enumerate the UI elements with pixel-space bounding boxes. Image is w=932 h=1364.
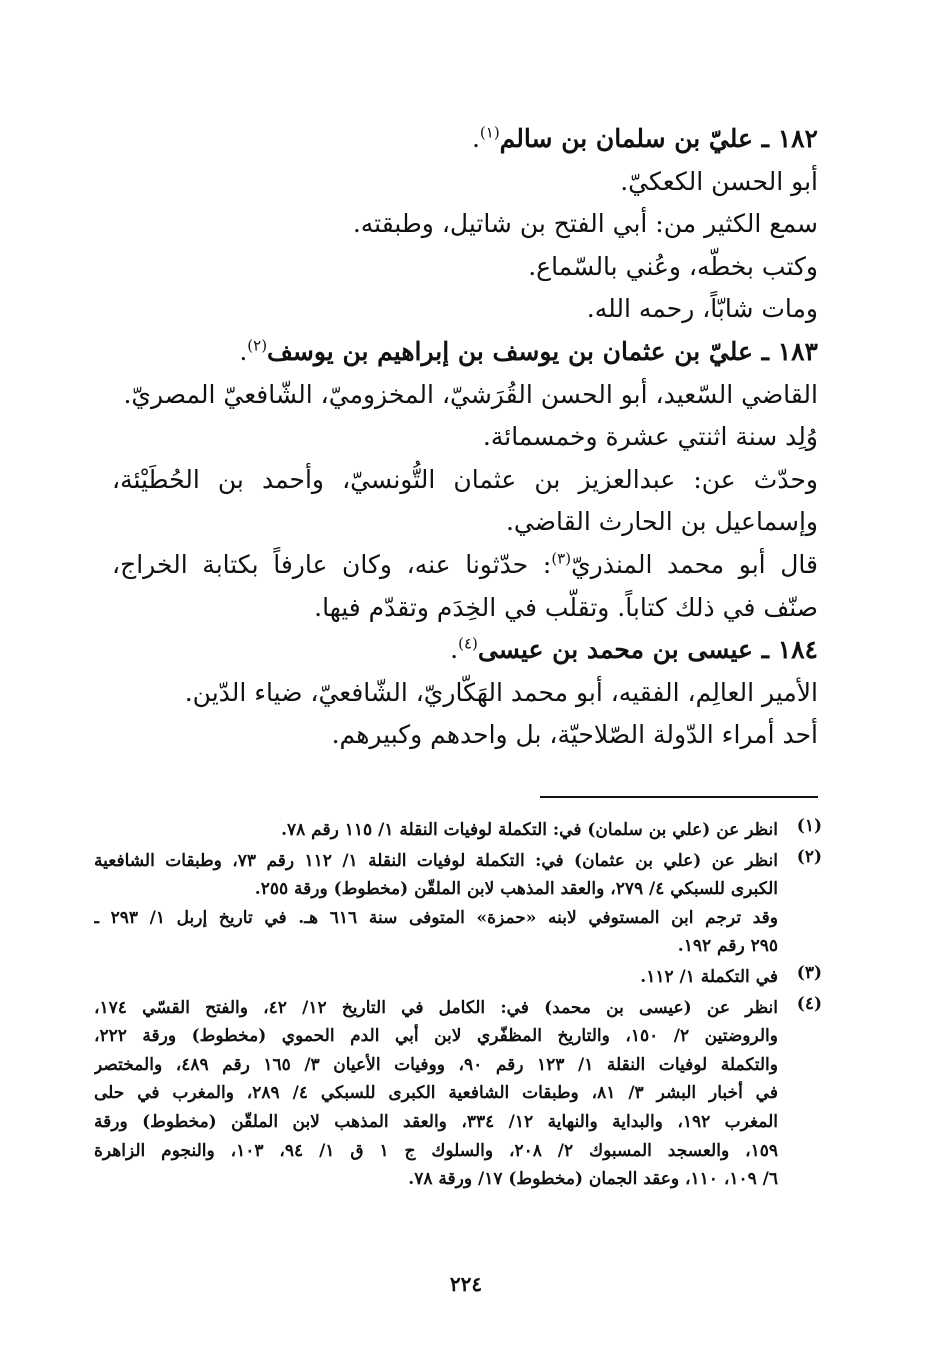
- entry-line: وحدّث عن: عبدالعزيز بن عثمان التُّونسيّ، وأحمد بن الحُطَيْئة،: [112, 464, 818, 494]
- footnote-line: انظر عن (علي بن عثمان) في: التكملة لوفيات النقلة ١/ ١١٢ رقم ٧٣، وطبقات الشافعية: [94, 850, 778, 871]
- entry-heading: ١٨٤ ـ عيسى بن محمد بن عيسى$^{(٤)}$.: [450, 634, 818, 665]
- entry-line: وُلِد سنة اثنتي عشرة وخمسمائة.: [482, 422, 818, 452]
- footnote-line: ٦/ ١٠٩، ١١٠، وعقد الجمان (مخطوط) ١٧/ ورقة ٧٨.: [408, 1169, 778, 1190]
- footnote-ref[interactable]: (٢): [247, 336, 268, 355]
- footnote-line: المغرب ١٩٢، والبداية والنهاية ١٢/ ٣٣٤، والعقد المذهب لابن الملقّن (مخطوط) ورقة: [94, 1111, 778, 1132]
- entry-line: أحد أمراء الدّولة الصّلاحيّة، بل واحدهم وكبيرهم.: [331, 720, 818, 750]
- entry-heading: ١٨٣ ـ عليّ بن عثمان بن يوسف بن إبراهيم بن يوسف$^{(٢)}$.: [239, 336, 818, 366]
- entry-line: ومات شابّاً، رحمه الله.: [586, 294, 818, 324]
- entry-line: وإسماعيل بن الحارث القاضي.: [505, 507, 818, 537]
- footnote-4: [94, 994, 822, 1194]
- quote-line: صنّف في ذلك كتاباً. وتقلّب في الخِدَم وتقدّم فيها.: [314, 592, 818, 622]
- footnote-2: [94, 847, 822, 961]
- footnote-line: انظر عن (علي بن سلمان) في: التكملة لوفيات النقلة ١/ ١١٥ رقم ٧٨.: [281, 820, 778, 840]
- footnote-1: [94, 816, 822, 845]
- entry-line: وكتب بخطّه، وعُني بالسّماع.: [528, 251, 818, 281]
- footnote-3: [94, 963, 822, 992]
- entry-heading: ١٨٢ ـ عليّ بن سلمان بن سالم$^{(١)}$.: [471, 123, 818, 153]
- footnote-number: (٤): [796, 993, 822, 1014]
- footnote-line: ١٥٩، والعسجد المسبوك ٢/ ٢٠٨، والسلوك ج ١ ق ١/ ٩٤، ١٠٣، والنجوم الزاهرة: [94, 1140, 778, 1161]
- footnotes: [94, 816, 822, 1194]
- entry-line: الأمير العالِم، الفقيه، أبو محمد الهَكّاريّ، الشّافعيّ، ضياء الدّين.: [184, 677, 818, 707]
- footnote-line: في أخبار البشر ٣/ ٨١، وطبقات الشافعية الكبرى للسبكي ٤/ ٢٨٩، والمغرب في حلى: [94, 1083, 778, 1104]
- page-number: ٢٢٤: [449, 1272, 483, 1296]
- footnote-line: في التكملة ١/ ١١٢.: [640, 966, 778, 987]
- entry-line: أبو الحسن الكعكيّ.: [620, 166, 818, 196]
- footnote-line: ٢٩٥ رقم ١٩٢.: [677, 936, 778, 957]
- footnote-line: والتكملة لوفيات النقلة ١/ ١٢٣ رقم ٩٠، ووفيات الأعيان ٣/ ١٦٥ رقم ٤٨٩، والمختصر: [94, 1054, 778, 1075]
- footnote-line: الكبرى للسبكي ٤/ ٢٧٩، والعقد المذهب لابن الملقّن (مخطوط) ورقة ٢٥٥.: [254, 879, 778, 900]
- footnote-line: انظر عن (عيسى بن محمد) في: الكامل في التاريخ ١٢/ ٤٢، والفتح القسّي ١٧٤،: [94, 997, 778, 1018]
- footnote-number: (١): [796, 816, 822, 836]
- biographical-entries: [112, 118, 818, 757]
- footnote-ref[interactable]: (١): [479, 123, 500, 142]
- footnote-ref[interactable]: (٤): [458, 634, 478, 653]
- entry-line: سمع الكثير من: أبي الفتح بن شاتيل، وطبقته.: [352, 209, 818, 239]
- footnote-separator: [540, 796, 818, 798]
- footnote-ref[interactable]: (٣): [551, 549, 572, 568]
- footnote-number: (٢): [796, 846, 822, 867]
- entry-line: القاضي السّعيد، أبو الحسن القُرَشيّ، المخزوميّ، الشّافعيّ المصريّ.: [123, 379, 818, 409]
- footnote-number: (٣): [796, 962, 822, 983]
- footnote-line: والروضتين ٢/ ١٥٠، والتاريخ المظفّري لابن أبي الدم الحموي (مخطوط) ورقة ٢٢٢،: [94, 1026, 778, 1047]
- quote-line: قال أبو محمد المنذريّ$^{(٣)}$: حدّثونا عنه، وكان عارفاً بكتابة الخراج،: [112, 549, 818, 579]
- footnote-line: وقد ترجم ابن المستوفي لابنه «حمزة» المتوفى سنة ٦١٦ هـ. في تاريخ إربل ١/ ٢٩٣ ـ: [94, 907, 778, 928]
